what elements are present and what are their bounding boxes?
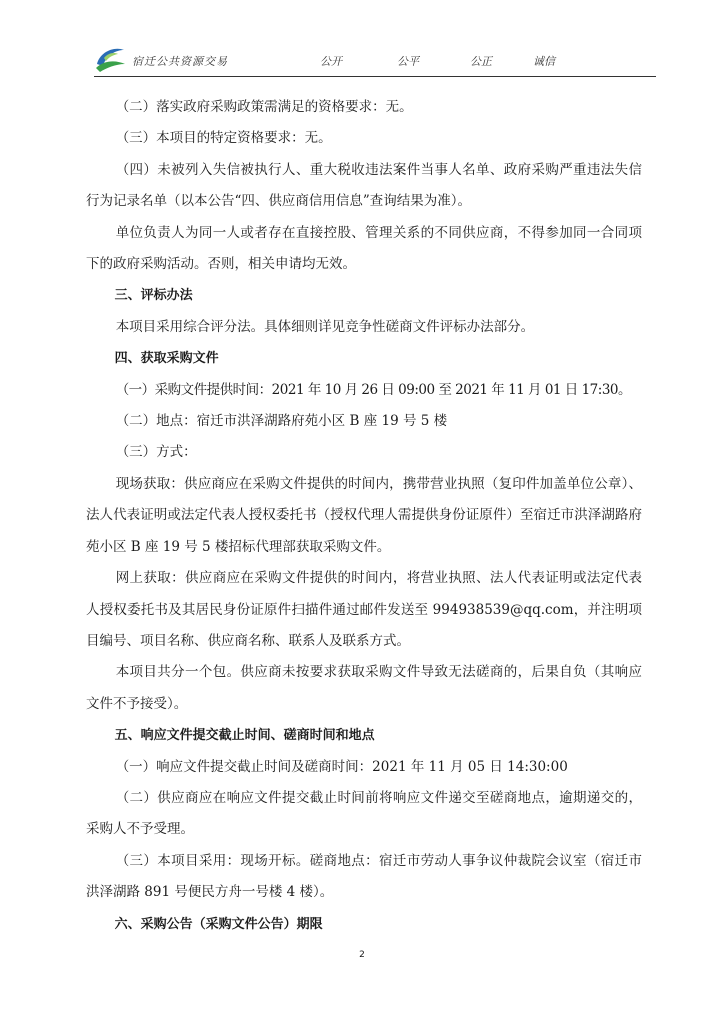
paragraph: （一）采购文件提供时间：2021 年 10 月 26 日 09:00 至 2021 年 11 月 01 日 17:30。 bbox=[115, 381, 631, 398]
header-motto-just: 公正 bbox=[470, 55, 492, 68]
header-motto-fair: 公平 bbox=[397, 55, 419, 68]
paragraph: （三）方式： bbox=[115, 444, 197, 461]
header-brand: 宿迁公共资源交易 bbox=[132, 55, 228, 68]
header-rule bbox=[94, 76, 656, 77]
paragraph: （四）未被列入失信被执行人、重大税收违法案件当事人名单、政府采购严重违法失信行为记录名单（以本公告“四、供应商信用信息”查询结果为准）。 bbox=[86, 161, 642, 210]
paragraph: 本项目采用综合评分法。具体细则详见竞争性磋商文件评标办法部分。 bbox=[115, 318, 535, 335]
paragraph: 单位负责人为同一人或者存在直接控股、管理关系的不同供应商，不得参加同一合同项下的政府采购活动。否则，相关申请均无效。 bbox=[86, 224, 642, 273]
paragraph: （三）本项目采用：现场开标。磋商地点：宿迁市劳动人事争议仲裁院会议室（宿迁市洪泽湖路 891 号便民方舟一号楼 4 楼）。 bbox=[86, 852, 642, 901]
page-number: 2 bbox=[359, 950, 365, 960]
section-heading: 三、评标办法 bbox=[114, 288, 193, 304]
section-heading: 五、响应文件提交截止时间、磋商时间和地点 bbox=[114, 728, 375, 744]
paragraph: 本项目共分一个包。供应商未按要求获取采购文件导致无法磋商的，后果自负（其响应文件不予接受）。 bbox=[86, 664, 642, 712]
paragraph: （一）响应文件提交截止时间及磋商时间：2021 年 11 月 05 日 14:30:00 bbox=[115, 758, 568, 775]
paragraph: （三）本项目的特定资格要求：无。 bbox=[115, 130, 332, 147]
section-heading: 六、采购公告（采购文件公告）期限 bbox=[114, 916, 323, 932]
logo-icon bbox=[94, 44, 126, 74]
paragraph: （二）落实政府采购政策需满足的资格要求：无。 bbox=[115, 99, 413, 115]
paragraph: （二）地点：宿迁市洪泽湖路府苑小区 B 座 19 号 5 楼 bbox=[115, 413, 448, 430]
document-body bbox=[86, 92, 642, 940]
header-motto-open: 公开 bbox=[320, 55, 342, 68]
page-header bbox=[94, 44, 656, 76]
paragraph: 现场获取：供应商应在采购文件提供的时间内，携带营业执照（复印件加盖单位公章）、法人代表证明或法定代表人授权委托书（授权代理人需提供身份证原件）至宿迁市洪泽湖路府苑小区 B 座 19 号 5 楼招标代理部获取采购文件。 bbox=[86, 475, 642, 555]
header-motto-integrity: 诚信 bbox=[533, 55, 555, 68]
paragraph: （二）供应商应在响应文件提交截止时间前将响应文件递交至磋商地点，逾期递交的，采购人不予受理。 bbox=[86, 789, 642, 838]
paragraph: 网上获取：供应商应在采购文件提供的时间内，将营业执照、法人代表证明或法定代表人授权委托书及其居民身份证原件扫描件通过邮件发送至 994938539@qq.com，并注明项目编号、项目名称、供应商名称、联系人及联系方式。 bbox=[86, 570, 642, 649]
section-heading: 四、获取采购文件 bbox=[114, 351, 219, 367]
